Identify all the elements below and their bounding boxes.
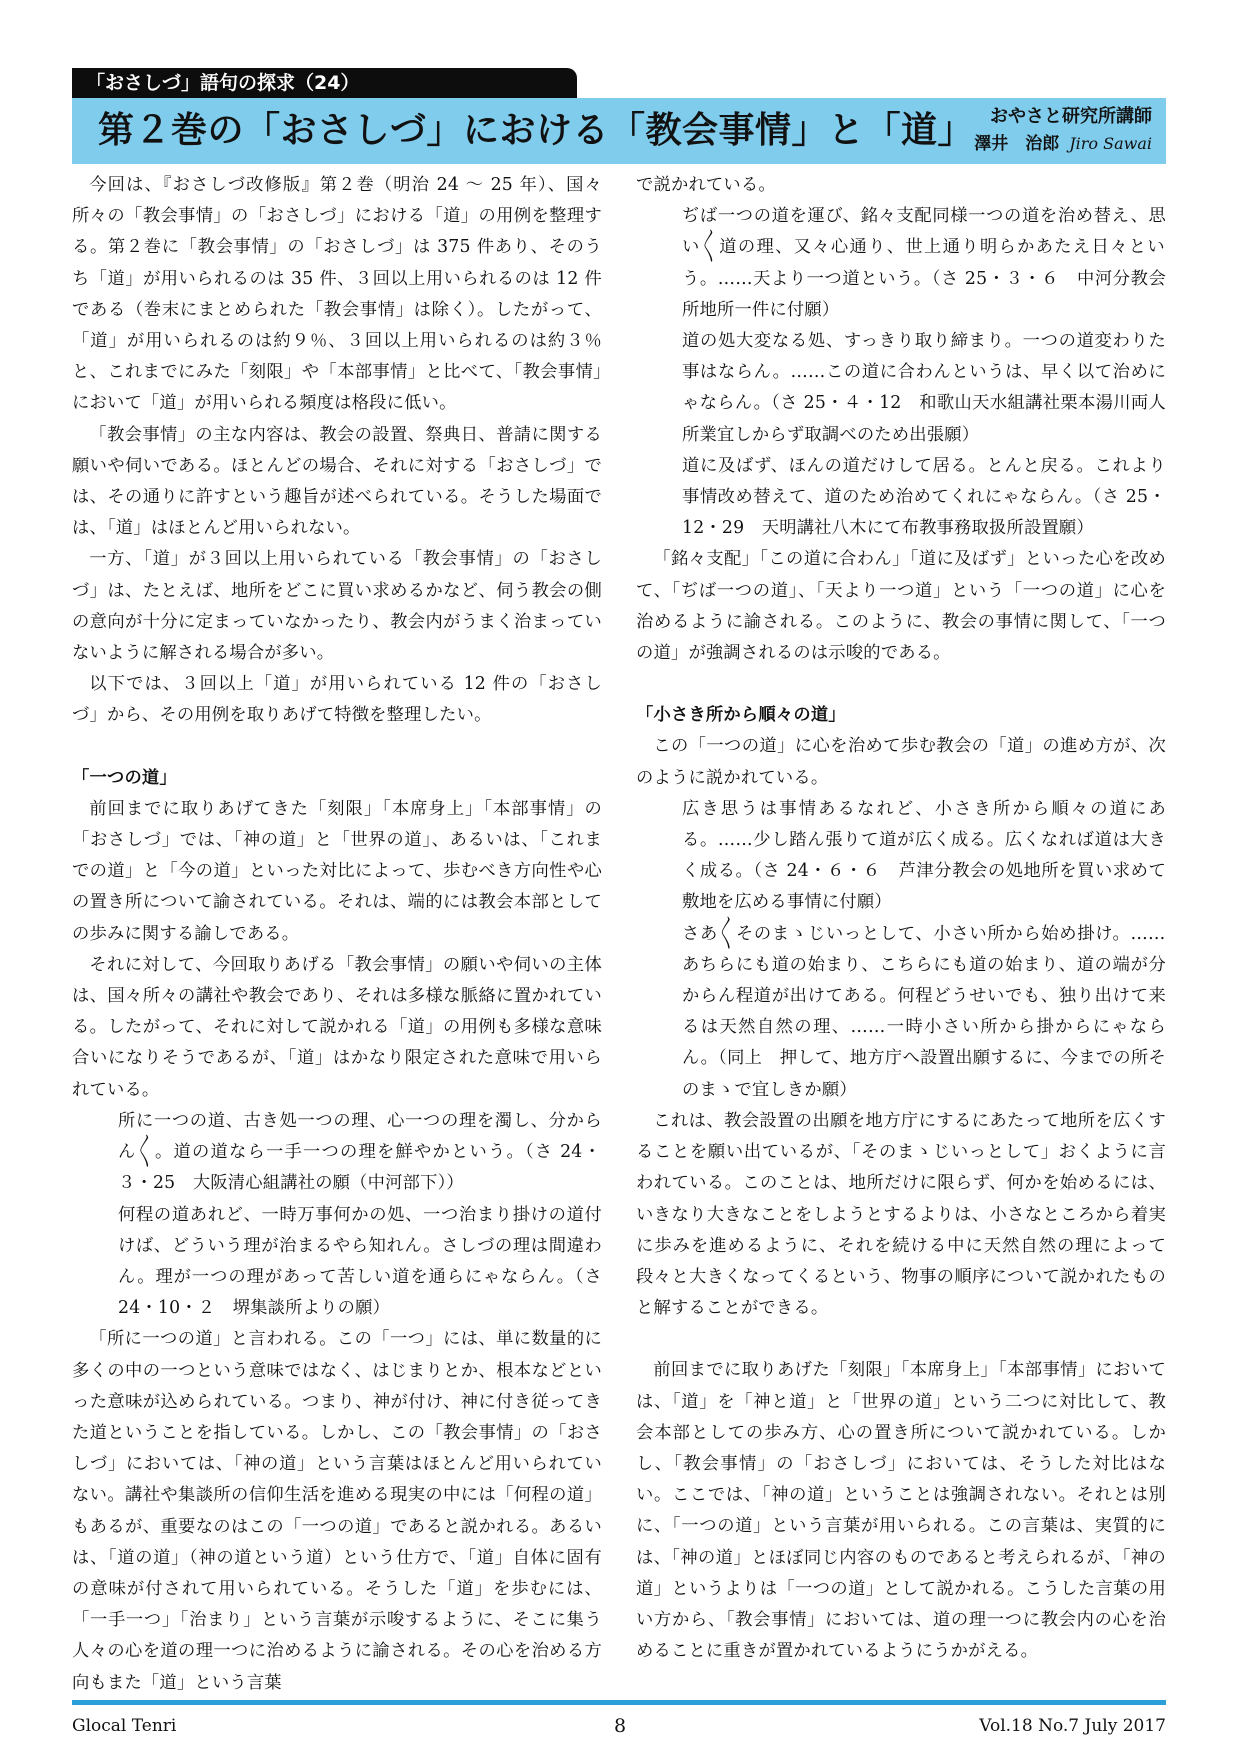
author-name (952, 130, 1152, 158)
article-title: 第２巻の「おさしづ」における「教会事情」と「道」 (98, 109, 975, 151)
left-column (72, 170, 602, 1699)
scripture-quote: 所に一つの道、古き処一つの理、心一つの理を濁し、分からん〳〵。道の道なら一手一つの理を鮮やかという。（さ 24・３・25 大阪清心組講社の願（中河部下）） (118, 1110, 602, 1194)
scripture-quote: さあ〳〵そのまゝじいっとして、小さい所から始め掛け。……あちらにも道の始まり、こちらにも道の始まり、道の端が分からん程道が出けてある。何程どうせいでも、独り出けて来るは天然自然の理、……一時小さい所から掛からにゃならん。（同上 押して、地方庁へ設置出願するに、今までの所そのまゝで宜しきか願） (682, 923, 1166, 1100)
author-name-jp: 澤井 治郎 (974, 134, 1060, 154)
body-paragraph: 以下では、３回以上「道」が用いられている 12 件の「おさしづ」から、その用例を取りあげて特徴を整理したい。 (72, 674, 602, 726)
body-paragraph: それに対して、今回取りあげる「教会事情」の願いや伺いの主体は、国々所々の講社や教会であり、それは多様な脈絡に置かれている。したがって、それに対して説かれる「道」の用例も多様な意味合いになりそうであるが、「道」はかなり限定された意味で用いられている。 (72, 954, 602, 1100)
scripture-quote: 道の処大変なる処、すっきり取り締まり。一つの道変わりた事はならん。……この道に合わんというは、早く以て治めにゃならん。（さ 25・４・12 和歌山天水組講社栗本湯川両人所業宜しからず取調べのため出張願） (682, 331, 1166, 445)
body-paragraph: これは、教会設置の出願を地方庁にするにあたって地所を広くすることを願い出ているが、「そのまゝじいっとして」おくように言われている。このことは、地所だけに限らず、何かを始めるには、いきなり大きなことをしようとするよりは、小さなところから着実に歩みを進めるように、それを続ける中に天然自然の理によって段々と大きくなってくるという、物事の順序について説かれたものと解することができる。 (636, 1110, 1166, 1319)
section-gap (72, 732, 602, 763)
author-affiliation: おやさと研究所講師 (990, 106, 1152, 127)
body-paragraph: 前回までに取りあげてきた「刻限」「本席身上」「本部事情」の「おさしづ」では、「神の道」と「世界の道」、あるいは、「これまでの道」と「今の道」といった対比によって、歩むべき方向性や心の置き所について諭されている。それは、端的には教会本部としての歩みに関する諭しである。 (72, 798, 602, 944)
section-gap (636, 669, 1166, 700)
section-heading: 「小さき所から順々の道」 (636, 705, 846, 726)
body-paragraph: 「銘々支配」「この道に合わん」「道に及ばず」といった心を改めて、「ぢば一つの道」、「天より一つ道」という「一つの道」に心を治めるように諭される。このように、教会の事情に関して、「一つの道」が強調されるのは示唆的である。 (636, 549, 1166, 664)
footer-rule (72, 1700, 1166, 1705)
section-heading: 「一つの道」 (72, 767, 177, 788)
scripture-quote: ぢば一つの道を運び、銘々支配同様一つの道を治め替え、思い〳〵道の理、又々心通り、世上通り明らかあたえ日々という。……天より一つ道という。（さ 25・３・６ 中河分教会所地所一件に付願） (682, 206, 1166, 320)
page-number: 8 (613, 1715, 627, 1737)
scripture-quote: 広き思うは事情あるなれど、小さき所から順々の道にある。……少し踏ん張りて道が広く成る。広くなれば道は大きく成る。（さ 24・６・６ 芦津分教会の処地所を買い求めて敷地を広める事情に付願） (682, 798, 1166, 913)
series-label: 「おさしづ」語句の探求（24） (72, 68, 577, 98)
body-paragraph: 今回は、『おさしづ改修版』第２巻（明治 24 〜 25 年）、国々所々の「教会事情」の「おさしづ」における「道」の用例を整理する。第２巻に「教会事情」の「おさしづ」は 375 件あり、そのうち「道」が用いられるのは 35 件、３回以上用いられるのは 12 件である（巻末にまとめられた「教会事情」は除く）。したがって、「道」が用いられるのは約９％、３回以上用いられるのは約３％と、これまでにみた「刻限」や「本部事情」と比べて、「教会事情」において「道」が用いられる頻度は格段に低い。 (72, 175, 602, 414)
body-paragraph: 「教会事情」の主な内容は、教会の設置、祭典日、普請に関する願いや伺いである。ほとんどの場合、それに対する「おさしづ」では、その通りに許すという趣旨が述べられている。そうした場面では、「道」はほとんど用いられない。 (72, 424, 602, 539)
scripture-quote: 道に及ばず、ほんの道だけして居る。とんと戻る。これより事情改め替えて、道のため治めてくれにゃならん。（さ 25・12・29 天明講社八木にて布教事務取扱所設置願） (682, 455, 1166, 539)
footer-issue-info: Vol.18 No.7 July 2017 (979, 1716, 1166, 1736)
body-paragraph: 一方、「道」が３回以上用いられている「教会事情」の「おさしづ」は、たとえば、地所をどこに買い求めるかなど、伺う教会の側の意向が十分に定まっていなかったり、教会内がうまく治まっていないように解される場合が多い。 (72, 549, 602, 664)
body-paragraph: 「所に一つの道」と言われる。この「一つ」には、単に数量的に多くの中の一つという意味ではなく、はじまりとか、根本などといった意味が込められている。つまり、神が付け、神に付き従ってきた道ということを指している。しかし、この「教会事情」の「おさしづ」においては、「神の道」という言葉はほとんど用いられていない。講社や集談所の信仰生活を進める現実の中には「何程の道」もあるが、重要なのはこの「一つの道」であると説かれる。あるいは、「道の道」（神の道という道）という仕方で、「道」自体に固有の意味が付されて用いられている。そうした「道」を歩むには、「一手一つ」「治まり」という言葉が示唆するように、そこに集う人々の心を道の理一つに治めるように諭される。その心を治める方向もまた「道」という言葉 (72, 1329, 602, 1693)
body-paragraph: 前回までに取りあげた「刻限」「本席身上」「本部事情」においては、「道」を「神と道」と「世界の道」という二つに対比して、教会本部としての歩み方、心の置き所について説かれている。しかし、「教会事情」の「おさしづ」においては、そうした対比はない。ここでは、「神の道」ということは強調されない。それとは別に、「一つの道」という言葉が用いられる。この言葉は、実質的には、「神の道」とほぼ同じ内容のものであると考えられるが、「神の道」というよりは「一つの道」として説かれる。こうした言葉の用い方から、「教会事情」においては、道の理一つに教会内の心を治めることに重きが置かれているようにうかがえる。 (636, 1360, 1166, 1662)
author-name-romaji: Jiro Sawai (1069, 134, 1152, 153)
title-banner (72, 98, 1166, 164)
footer-journal-name: Glocal Tenri (72, 1716, 177, 1736)
scripture-quote: 何程の道あれど、一時万事何かの処、一つ治まり掛けの道付けば、どういう理が治まるやら知れん。さしづの理は間違わん。理が一つの理があって苦しい道を通らにゃならん。（さ 24・10・２ 堺集談所よりの願） (118, 1204, 602, 1319)
body-paragraph: この「一つの道」に心を治めて歩む教会の「道」の進め方が、次のように説かれている。 (636, 736, 1166, 788)
right-column (636, 170, 1166, 1667)
author-block (952, 104, 1152, 158)
body-paragraph: で説かれている。 (636, 175, 776, 195)
section-gap (636, 1324, 1166, 1355)
